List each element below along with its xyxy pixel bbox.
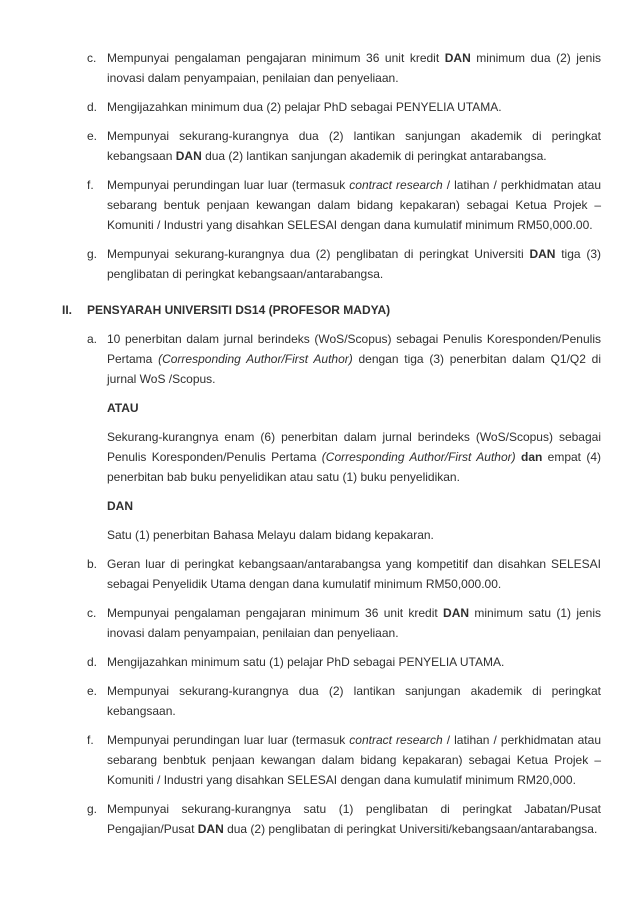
list-item-letter: f. bbox=[87, 178, 94, 192]
bold-text-segment: DAN bbox=[175, 149, 202, 163]
paragraph bbox=[107, 730, 601, 790]
text-segment: Mempunyai sekurang-kurangnya satu (1) penglibatan di peringkat Jabatan/Pusat Pengajian/Pusat bbox=[107, 802, 601, 836]
text-segment: Mempunyai pengalaman pengajaran minimum 36 unit kredit bbox=[107, 606, 444, 620]
italic-text-segment: (Corresponding Author/First Author) bbox=[321, 450, 516, 464]
paragraph bbox=[107, 525, 601, 545]
text-segment: dengan tiga (3) penerbitan dalam Q1/Q2 di jurnal WoS /Scopus. bbox=[107, 352, 602, 386]
list-item bbox=[87, 175, 601, 235]
list-item bbox=[87, 681, 601, 721]
text-segment: 10 penerbitan dalam jurnal berindeks (WoS/Scopus) sebagai Penulis Koresponden/Penulis Pertama bbox=[107, 332, 601, 366]
list-item-letter: g. bbox=[87, 247, 98, 261]
list-item-letter: f. bbox=[87, 733, 94, 747]
list-item bbox=[87, 97, 601, 117]
list-item bbox=[87, 244, 601, 284]
section-heading bbox=[62, 300, 601, 320]
text-segment: empat (4) penerbitan bab buku penyelidikan atau satu (1) buku penyelidikan. bbox=[107, 450, 602, 484]
text-segment: Mempunyai sekurang-kurangnya dua (2) lantikan sanjungan akademik di peringkat kebangsaan. bbox=[107, 684, 601, 718]
list-item-letter: c. bbox=[87, 606, 97, 620]
paragraph bbox=[107, 554, 601, 594]
paragraph bbox=[107, 329, 601, 389]
text-segment: Mempunyai perundingan luar luar (termasuk bbox=[107, 178, 350, 192]
bold-text-segment: DAN bbox=[107, 499, 133, 513]
paragraph bbox=[107, 603, 601, 643]
list-item-letter: a. bbox=[87, 332, 98, 346]
bold-text-segment: DAN bbox=[197, 822, 224, 836]
list-item-letter: e. bbox=[87, 684, 98, 698]
italic-text-segment: (Corresponding Author/First Author) bbox=[158, 352, 353, 366]
list-item-letter: d. bbox=[87, 100, 98, 114]
text-segment: Mempunyai sekurang-kurangnya dua (2) penglibatan di peringkat Universiti bbox=[107, 247, 530, 261]
paragraph bbox=[107, 681, 601, 721]
section-number: II. bbox=[62, 303, 73, 317]
list-item-body bbox=[107, 48, 601, 88]
paragraph bbox=[107, 427, 601, 487]
list-item-body bbox=[107, 681, 601, 721]
list-item-letter: c. bbox=[87, 51, 97, 65]
paragraph bbox=[107, 398, 601, 418]
text-segment: Mempunyai sekurang-kurangnya dua (2) lantikan sanjungan akademik di peringkat kebangsaan bbox=[107, 129, 601, 163]
text-segment: minimum satu (1) jenis inovasi dalam penyampaian, penilaian dan penyeliaan. bbox=[107, 606, 601, 640]
bold-text-segment: DAN bbox=[529, 247, 556, 261]
list-item-body bbox=[107, 126, 601, 166]
paragraph bbox=[107, 175, 601, 235]
paragraph bbox=[107, 48, 601, 88]
list-item-letter: e. bbox=[87, 129, 98, 143]
paragraph bbox=[107, 126, 601, 166]
paragraph bbox=[107, 496, 601, 516]
list-item-body bbox=[107, 730, 601, 790]
text-segment: Mempunyai pengalaman pengajaran minimum 36 unit kredit bbox=[107, 51, 445, 65]
list-item-body bbox=[107, 603, 601, 643]
text-segment: tiga (3) penglibatan di peringkat kebangsaan/antarabangsa. bbox=[107, 247, 602, 281]
list-item bbox=[87, 730, 601, 790]
list-item-letter: d. bbox=[87, 655, 98, 669]
paragraph bbox=[107, 97, 601, 117]
bold-text-segment: ATAU bbox=[107, 401, 139, 415]
paragraph bbox=[107, 799, 601, 839]
list-item-body bbox=[107, 175, 601, 235]
paragraph bbox=[107, 244, 601, 284]
italic-text-segment: contract research bbox=[349, 178, 443, 192]
list-item bbox=[87, 799, 601, 839]
bold-text-segment: DAN bbox=[443, 606, 470, 620]
paragraph bbox=[107, 652, 601, 672]
bold-text-segment: dan bbox=[520, 450, 543, 464]
text-segment: / latihan / perkhidmatan atau sebarang benbtuk penjaan kewangan dalam bidang kepakaran) sebagai Ketua Projek – Komuniti / Industri yang disahkan SELESAI dengan dana kumulatif minimum RM20,000. bbox=[107, 733, 601, 787]
text-segment: minimum dua (2) jenis inovasi dalam penyampaian, penilaian dan penyeliaan. bbox=[107, 51, 601, 85]
text-segment: Sekurang-kurangnya enam (6) penerbitan dalam jurnal berindeks (WoS/Scopus) sebagai Penulis Koresponden/Penulis Pertama bbox=[107, 430, 601, 464]
list-item bbox=[87, 48, 601, 88]
italic-text-segment: contract research bbox=[349, 733, 443, 747]
list-item bbox=[87, 652, 601, 672]
list-item-body bbox=[107, 554, 601, 594]
list-item bbox=[87, 603, 601, 643]
text-segment: Mengijazahkan minimum dua (2) pelajar PhD sebagai PENYELIA UTAMA. bbox=[107, 100, 502, 114]
list-item-body bbox=[107, 244, 601, 284]
list-item-body bbox=[107, 799, 601, 839]
list-item-letter: g. bbox=[87, 802, 98, 816]
text-segment: Satu (1) penerbitan Bahasa Melayu dalam bidang kepakaran. bbox=[107, 528, 434, 542]
text-segment: Mempunyai perundingan luar luar (termasuk bbox=[107, 733, 350, 747]
list-item-body bbox=[107, 329, 601, 545]
text-segment: dua (2) penglibatan di peringkat Universiti/kebangsaan/antarabangsa. bbox=[223, 822, 598, 836]
list-item bbox=[87, 126, 601, 166]
text-segment: Mengijazahkan minimum satu (1) pelajar PhD sebagai PENYELIA UTAMA. bbox=[107, 655, 505, 669]
text-segment: / latihan / perkhidmatan atau sebarang bentuk penjaan kewangan dalam bidang kepakaran) sebagai Ketua Projek – Komuniti / Industri yang disahkan SELESAI dengan dana kumulatif minimum RM50,000.00. bbox=[107, 178, 601, 232]
list-item bbox=[87, 329, 601, 545]
section-title: PENSYARAH UNIVERSITI DS14 (PROFESOR MADYA) bbox=[87, 303, 391, 317]
bold-text-segment: DAN bbox=[444, 51, 471, 65]
list-item bbox=[87, 554, 601, 594]
list-item-body bbox=[107, 97, 601, 117]
text-segment: dua (2) lantikan sanjungan akademik di peringkat antarabangsa. bbox=[201, 149, 547, 163]
list-item-letter: b. bbox=[87, 557, 98, 571]
text-segment: Geran luar di peringkat kebangsaan/antarabangsa yang kompetitif dan disahkan SELESAI sebagai Penyelidik Utama dengan dana kumulatif minimum RM50,000.00. bbox=[107, 557, 601, 591]
list-item-body bbox=[107, 652, 601, 672]
